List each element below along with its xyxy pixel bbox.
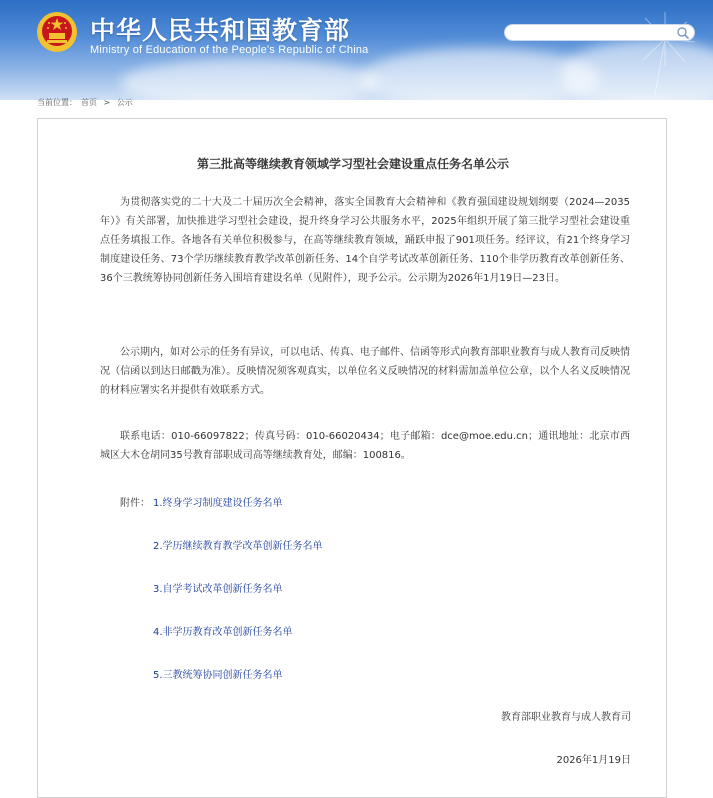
- breadcrumb: [37, 97, 137, 108]
- site-title[interactable]: 中华人民共和国教育部: [90, 16, 351, 45]
- article-title: 第三批高等继续教育领域学习型社会建设重点任务名单公示: [196, 157, 509, 171]
- attachment-link-4[interactable]: 4.非学历教育改革创新任务名单: [153, 627, 293, 638]
- search-box[interactable]: [504, 24, 695, 41]
- cloud-decoration: [120, 58, 380, 100]
- breadcrumb-label: 当前位置：: [37, 98, 77, 107]
- article-paragraph-2: 公示期内，如对公示的任务有异议，可以电话、传真、电子邮件、信函等形式向教育部职业教育与成人教育司反映情况（信函以到达日邮戳为准）。反映情况须客观真实，以单位名义反映情况的材料需加盖单位公章，以个人名义反映情况的材料应署实名并提供有效联系方式。: [100, 347, 630, 396]
- national-emblem-icon: [36, 11, 78, 53]
- attachment-link-1[interactable]: 1.终身学习制度建设任务名单: [153, 498, 283, 509]
- article-paragraph-3: 联系电话：010-66097822；传真号码：010-66020434；电子邮箱：dce@moe.edu.cn；通讯地址：北京市西城区大木仓胡同35号教育部职成司高等继续教育处，邮编：100816。: [100, 431, 630, 461]
- breadcrumb-current: 公示: [116, 98, 133, 107]
- search-icon[interactable]: [676, 26, 690, 40]
- attachment-link-3[interactable]: 3.自学考试改革创新任务名单: [153, 584, 283, 595]
- article-panel: [37, 118, 667, 798]
- dandelion-decoration: [595, 4, 705, 94]
- site-subtitle: Ministry of Education of the People's Republic of China: [90, 44, 369, 56]
- signature: 教育部职业教育与成人教育司: [501, 712, 631, 723]
- breadcrumb-separator: >: [103, 98, 111, 107]
- attachment-link-5[interactable]: 5.三教统筹协同创新任务名单: [153, 670, 283, 681]
- article-paragraph-1: 为贯彻落实党的二十大及二十届历次全会精神，落实全国教育大会精神和《教育强国建设规划纲要（2024—2035年）》有关部署，加快推进学习型社会建设，提升终身学习公共服务水平，2025年组织开展了第三批学习型社会建设重点任务填报工作。各地各有关单位积极参与，在高等继续教育领域，踊跃申报了901项任务。经评议，有21个终身学习制度建设任务、73个学历继续教育教学改革创新任务、14个自学考试改革创新任务、110个非学历教育改革创新任务、36个三教统筹协同创新任务入围培育建设名单（见附件），现予公示。公示期为2026年1月19日—23日。: [100, 197, 630, 284]
- site-header: [0, 0, 713, 100]
- breadcrumb-home-link[interactable]: 首页: [81, 98, 97, 107]
- search-input[interactable]: [513, 30, 673, 45]
- attachments-label: 附件：: [120, 498, 150, 509]
- attachment-link-2[interactable]: 2.学历继续教育教学改革创新任务名单: [153, 541, 323, 552]
- publish-date: 2026年1月19日: [556, 755, 631, 766]
